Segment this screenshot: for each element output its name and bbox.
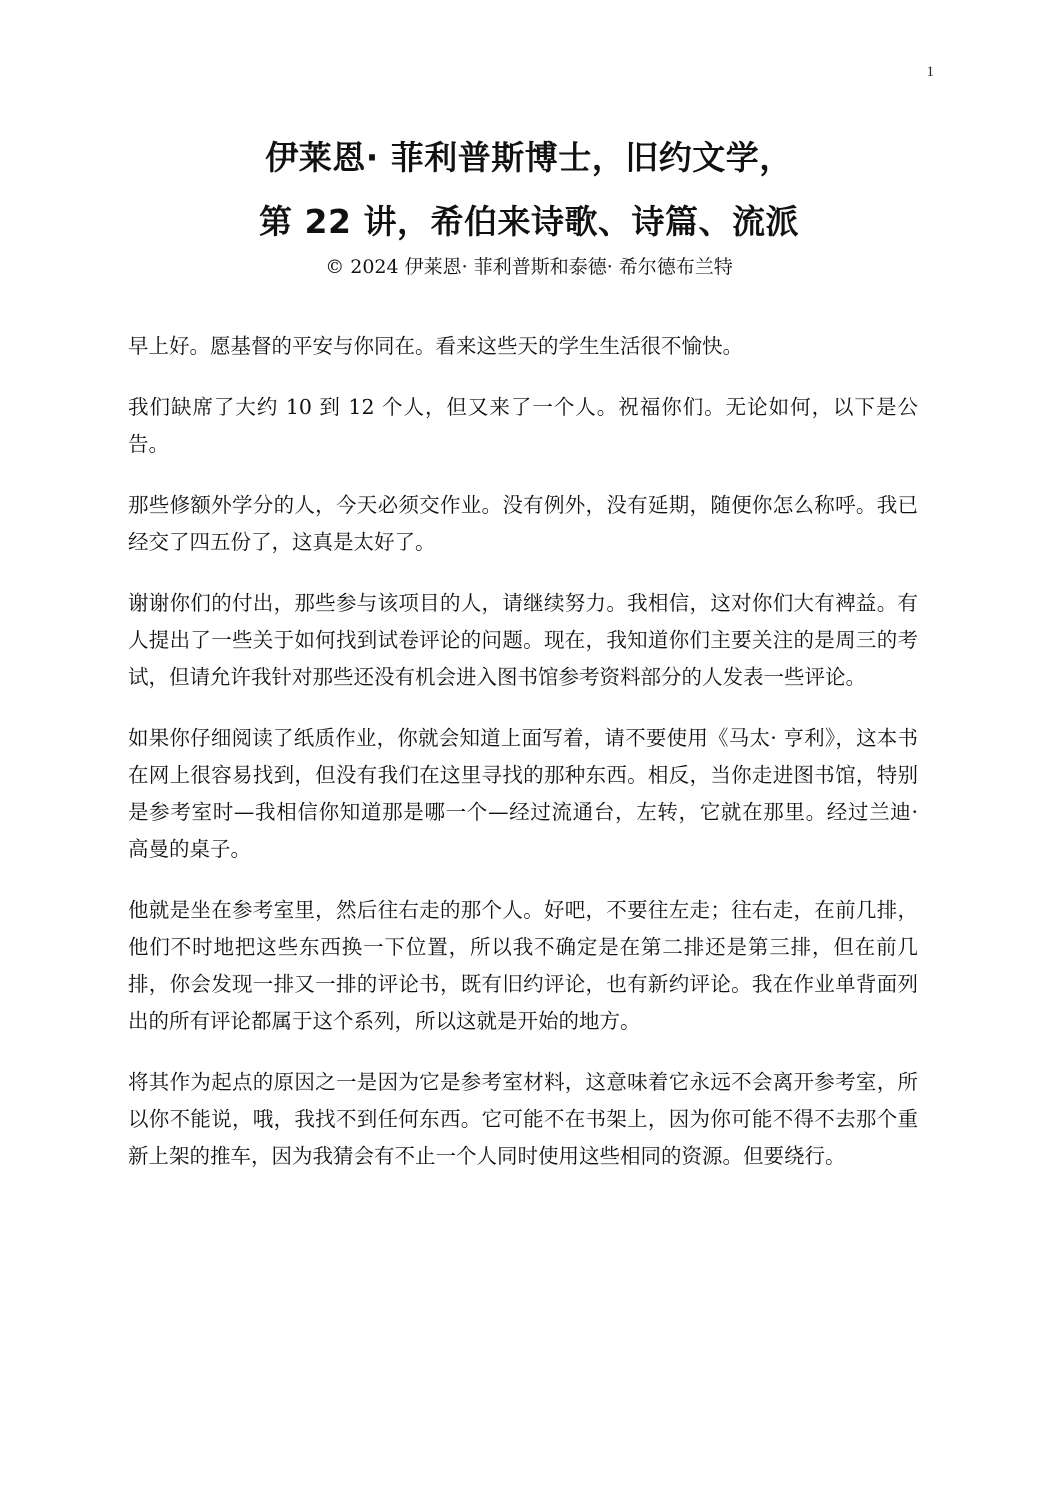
document-header [0,136,1058,280]
title-line-2: 第 22 讲，希伯来诗歌、诗篇、流派 [259,202,799,241]
paragraph-2: 我们缺席了大约 10 到 12 个人，但又来了一个人。祝福你们。无论如何，以下是公告。 [128,395,918,456]
paragraph-5: 如果你仔细阅读了纸质作业，你就会知道上面写着，请不要使用《马太· 亨利》，这本书在网上很容易找到，但没有我们在这里寻找的那种东西。相反，当你走进图书馆，特别是参考室时—我相信你知道那是哪一个—经过流通台，左转，它就在那里。经过兰迪· 高曼的桌子。 [128,726,918,861]
paragraph-4: 谢谢你们的付出，那些参与该项目的人，请继续努力。我相信，这对你们大有裨益。有人提出了一些关于如何找到试卷评论的问题。现在，我知道你们主要关注的是周三的考试，但请允许我针对那些还没有机会进入图书馆参考资料部分的人发表一些评论。 [128,591,918,689]
page-number: 1 [926,64,934,80]
title-line-1: 伊莱恩· 菲利普斯博士，旧约文学， [265,138,793,177]
paragraph-6: 他就是坐在参考室里，然后往右走的那个人。好吧，不要往左走；往右走，在前几排，他们不时地把这些东西换一下位置，所以我不确定是在第二排还是第三排，但在前几排，你会发现一排又一排的评论书，既有旧约评论，也有新约评论。我在作业单背面列出的所有评论都属于这个系列，所以这就是开始的地方。 [128,898,918,1033]
copyright-notice: © 2024 伊莱恩· 菲利普斯和泰德· 希尔德布兰特 [325,256,733,278]
paragraph-7: 将其作为起点的原因之一是因为它是参考室材料，这意味着它永远不会离开参考室，所以你不能说，哦，我找不到任何东西。它可能不在书架上，因为你可能不得不去那个重新上架的推车，因为我猜会有不止一个人同时使用这些相同的资源。但要绕行。 [128,1070,918,1168]
paragraph-3: 那些修额外学分的人，今天必须交作业。没有例外，没有延期，随便你怎么称呼。我已经交了四五份了，这真是太好了。 [128,493,918,554]
transcript-body [128,328,918,1199]
paragraph-1: 早上好。愿基督的平安与你同在。看来这些天的学生生活很不愉快。 [128,334,743,358]
